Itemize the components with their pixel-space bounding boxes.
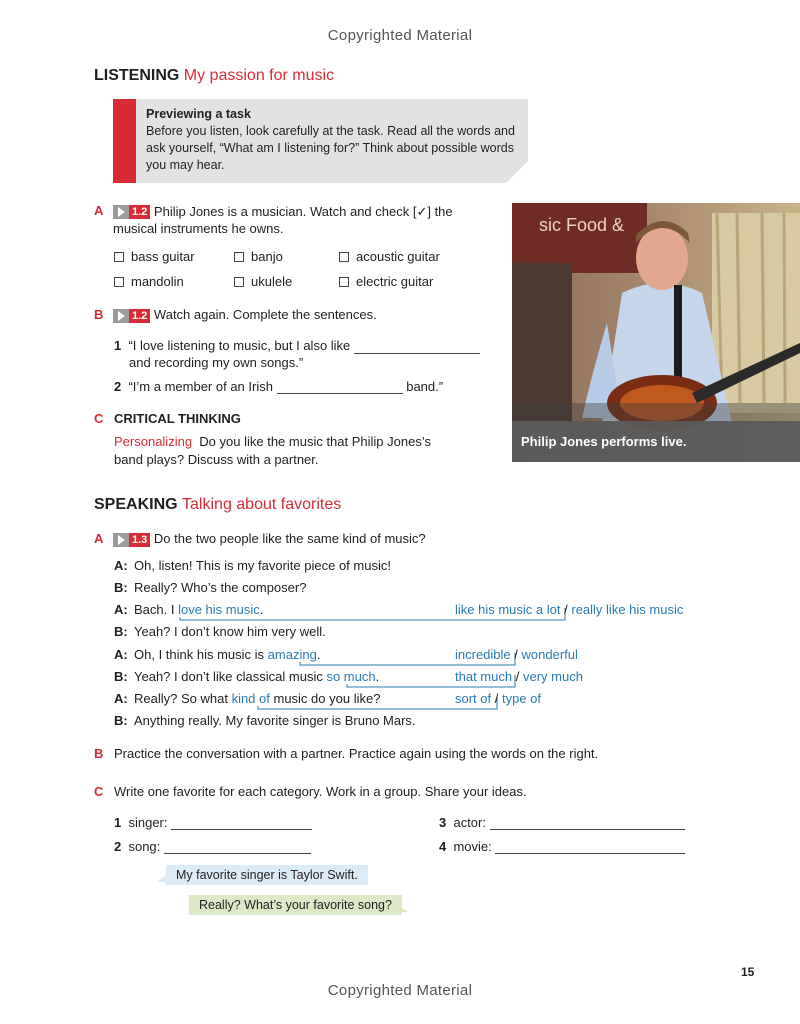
watermark-bottom: Copyrighted Material [327,982,473,999]
checkbox-acoustic-guitar[interactable]: acoustic guitar [339,249,440,264]
speech-bubble-1: My favorite singer is Taylor Swift. [166,865,368,885]
listening-b-item-2: 2 “I’m a member of an Irish band.” [114,379,444,394]
checkbox-banjo[interactable]: banjo [234,249,283,264]
audio-icon[interactable]: 1.3 [113,533,150,547]
favorite-singer-field: 1 singer: [114,815,312,830]
alt-line-5: incredible / wonderful [455,647,578,662]
dialogue-line-7: A: Really? So what kind of music do you like? [114,691,381,706]
video-icon[interactable]: 1.2 [113,309,150,323]
listening-c-letter: C [94,411,104,426]
page-number: 15 [741,965,755,979]
listening-title: LISTENING [94,67,180,84]
tip-text: Before you listen, look carefully at the task. Read all the words and ask yourself, “What am I listening for?” Think about possible words you may hear. [146,124,515,172]
movie-blank[interactable] [495,853,685,854]
tip-heading: Previewing a task [146,107,251,121]
song-blank[interactable] [164,853,311,854]
checkbox-electric-guitar[interactable]: electric guitar [339,274,433,289]
speaking-b-text: Practice the conversation with a partner. Practice again using the words on the right. [114,746,599,761]
critical-thinking-title: CRITICAL THINKING [114,411,241,426]
listening-b-item-1: 1 “I love listening to music, but I also like and recording my own songs.” [114,337,480,371]
checkbox-mandolin[interactable]: mandolin [114,274,184,289]
dialogue-line-1: A: Oh, listen! This is my favorite piece of music! [114,558,391,573]
alt-line-7: sort of / type of [455,691,542,706]
listening-b-instruction: 1.2 Watch again. Complete the sentences. [113,307,377,323]
highlight-phrase: kind of [231,691,270,706]
dialogue-line-6: B: Yeah? I don’t like classical music so much. [114,669,380,684]
singer-blank[interactable] [171,829,312,830]
dialogue-line-2: B: Really? Who’s the composer? [114,580,307,595]
personalizing-label: Personalizing [114,434,193,449]
watermark-top: Copyrighted Material [327,27,473,44]
speaking-title: SPEAKING [94,496,178,513]
dialogue-line-3: A: Bach. I love his music. [114,602,264,617]
speaking-a-letter: A [94,531,104,546]
highlight-phrase: amazing [267,647,317,662]
highlight-phrase: so much [326,669,376,684]
speech-bubble-2: Really? What’s your favorite song? [189,895,402,915]
photo-sign-text: sic Food & [539,215,625,235]
speaking-c-text: Write one favorite for each category. Work in a group. Share your ideas. [114,784,527,799]
dialogue-line-8: B: Anything really. My favorite singer is Bruno Mars. [114,713,416,728]
alt-line-3: like his music a lot / really like his music [455,602,684,617]
listening-c-text: Personalizing Do you like the music that Philip Jones’s band plays? Discuss with a partner. [114,434,431,467]
listening-b-letter: B [94,307,104,322]
dialogue-line-4: B: Yeah? I don’t know him very well. [114,624,326,639]
speaking-b-letter: B [94,746,104,761]
dialogue-line-5: A: Oh, I think his music is amazing. [114,647,321,662]
listening-subtitle: My passion for music [183,67,335,84]
actor-blank[interactable] [490,829,685,830]
speaking-subtitle: Talking about favorites [182,496,342,513]
favorite-actor-field: 3 actor: [439,815,685,830]
highlight-phrase: love his music [178,602,260,617]
speaking-c-letter: C [94,784,104,799]
alt-line-6: that much / very much [455,669,583,684]
checkbox-ukulele[interactable]: ukulele [234,274,292,289]
favorite-movie-field: 4 movie: [439,839,685,854]
listening-a-instruction: 1.2 Philip Jones is a musician. Watch and check [✓] the musical instruments he owns. [113,204,453,236]
video-icon[interactable]: 1.2 [113,205,150,219]
photo-caption: Philip Jones performs live. [512,421,800,462]
favorite-song-field: 2 song: [114,839,311,854]
listening-a-letter: A [94,203,104,218]
speaking-a-instruction: 1.3 Do the two people like the same kind of music? [113,531,426,547]
checkbox-bass-guitar[interactable]: bass guitar [114,249,195,264]
